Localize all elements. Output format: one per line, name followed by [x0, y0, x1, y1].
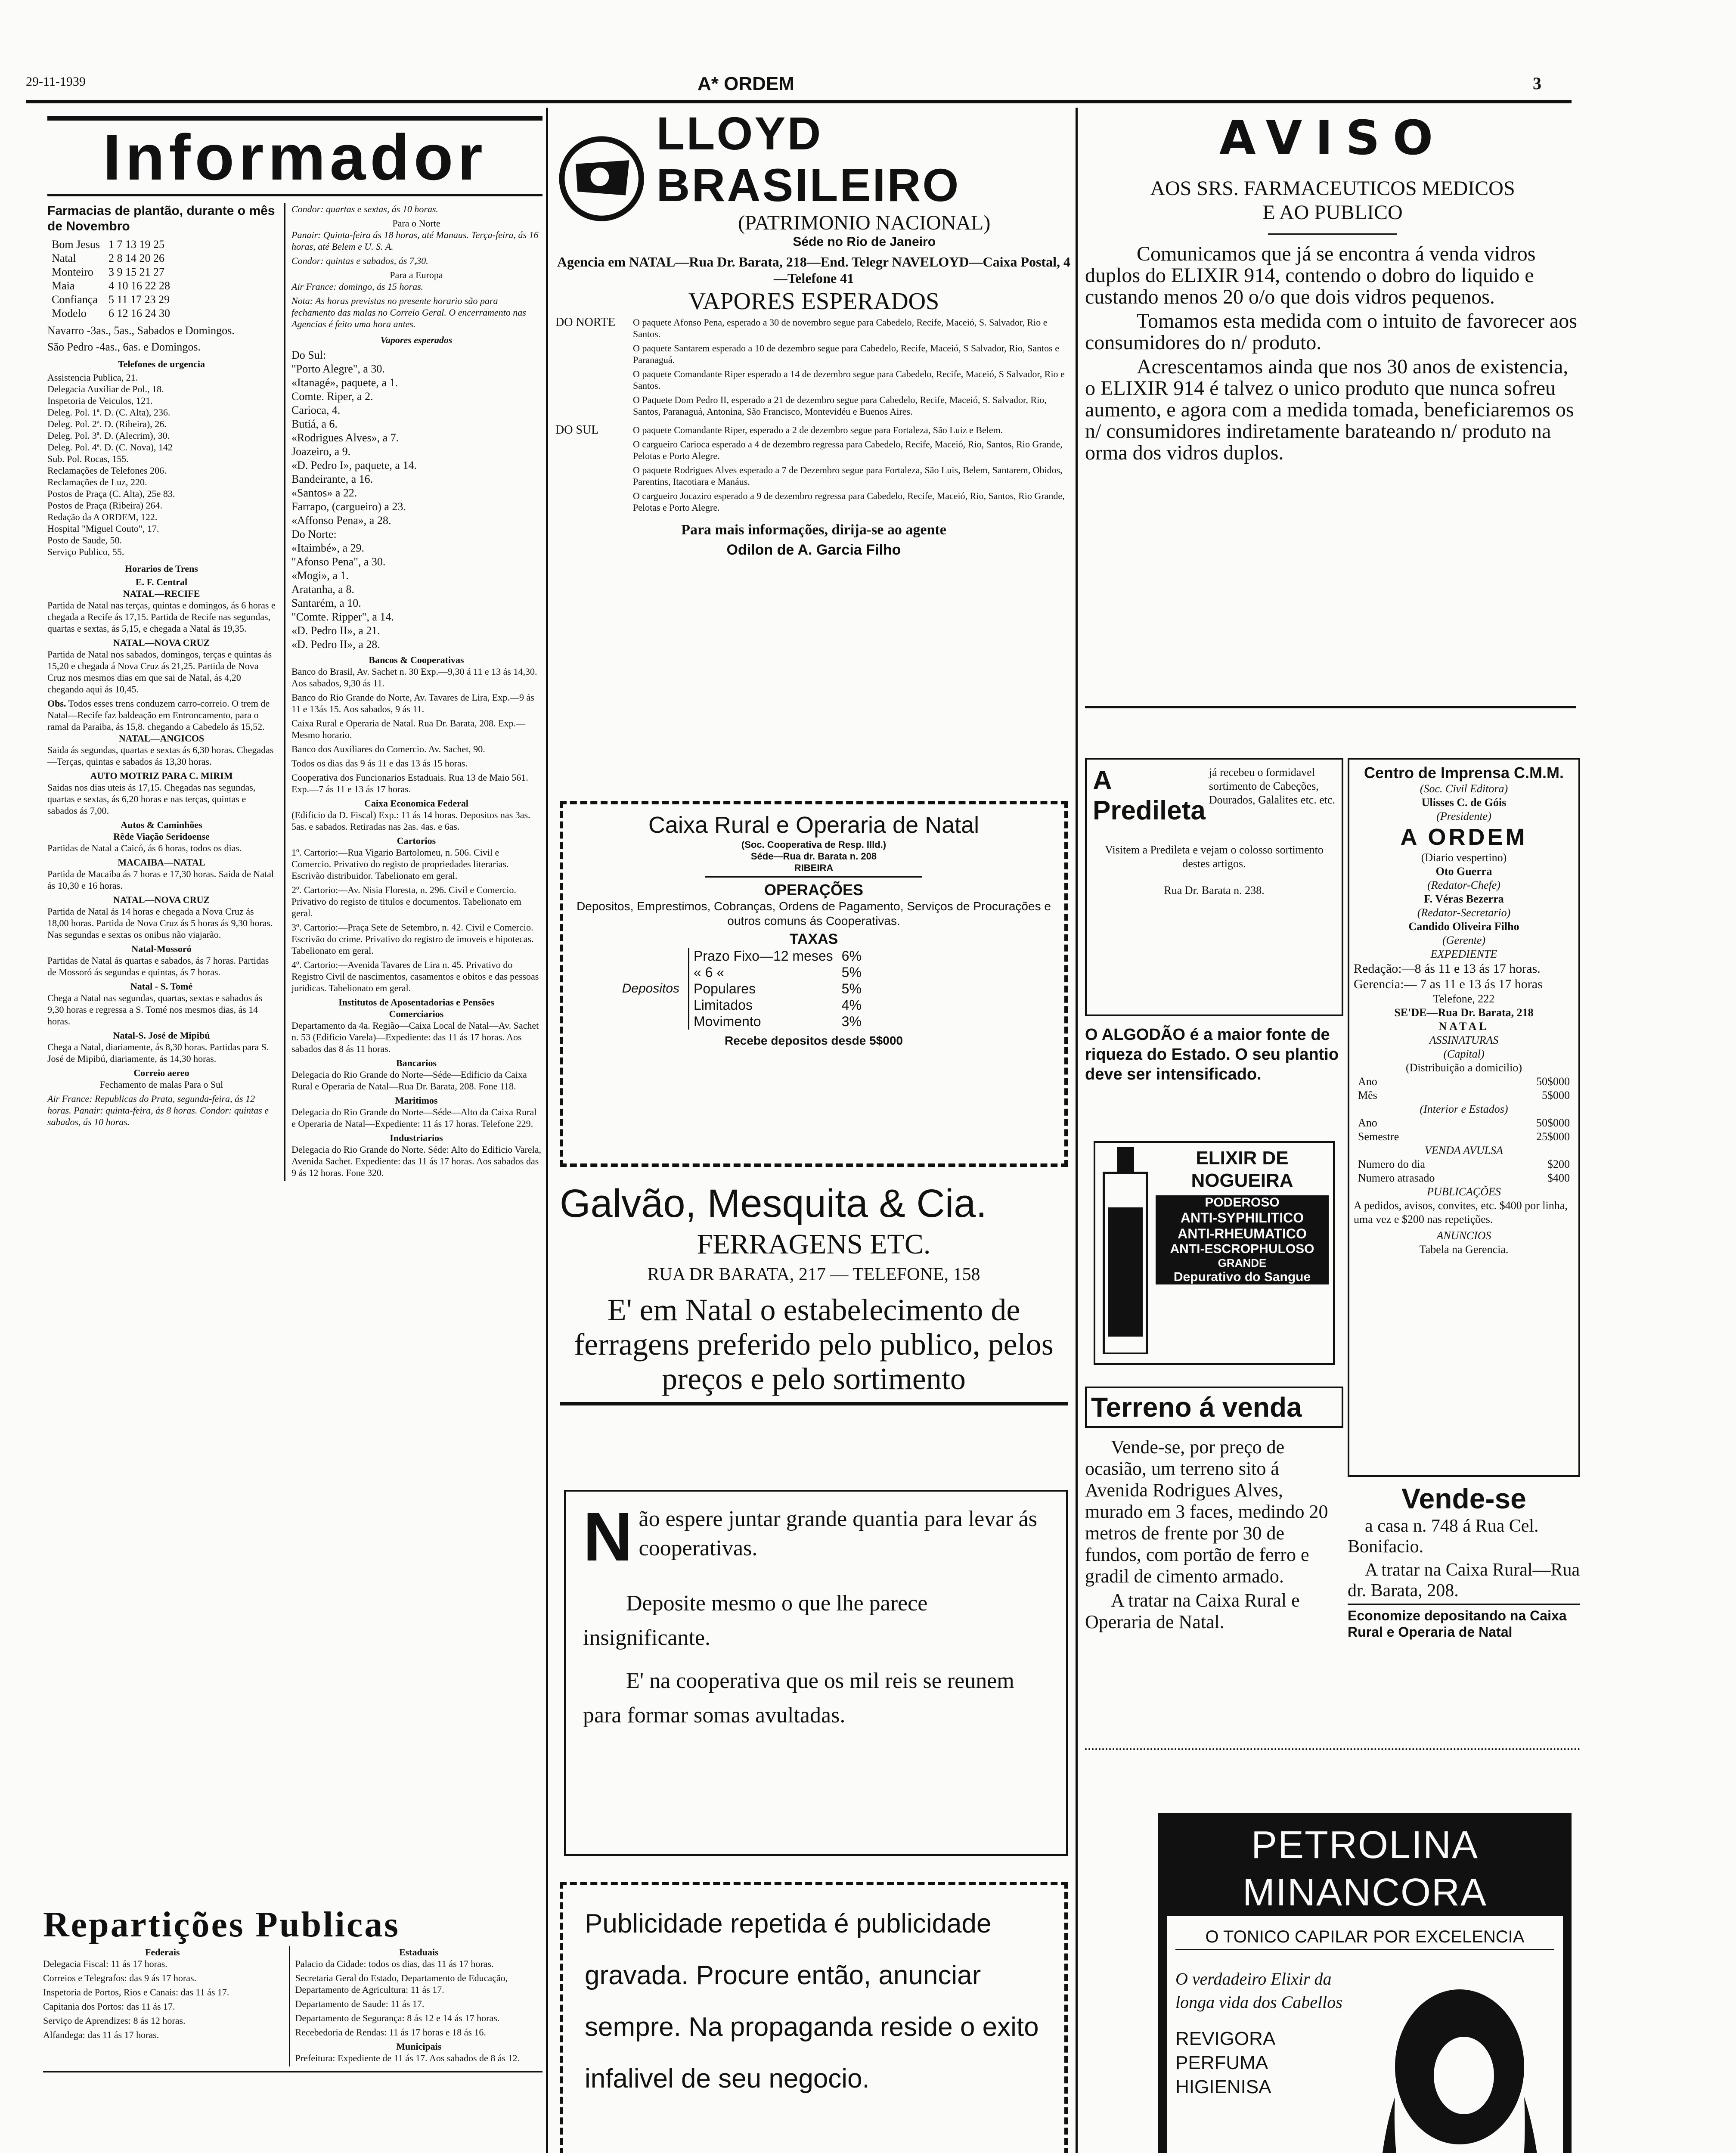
- list-item: «D. Pedro II», a 28.: [291, 638, 380, 651]
- terreno-title: Terreno á venda: [1085, 1387, 1343, 1428]
- aviso-subtitle-2: E AO PUBLICO: [1262, 201, 1403, 224]
- table-row: Limitados 4%: [694, 997, 862, 1013]
- petrolina-script: O verdadeiro Elixir da longa vida dos Cabellos: [1175, 1969, 1342, 2012]
- table-row: Maia 4 10 16 22 28: [52, 279, 170, 292]
- caixa-ops-text: Depositos, Emprestimos, Cobranças, Ordens de Pagamento, Serviços de Procurações e outros comuns ás Cooperativas.: [577, 900, 1051, 928]
- ships-intro: Do Sul:: [291, 349, 326, 361]
- table-row: Natal 2 8 14 20 26: [52, 252, 164, 264]
- divider: [1268, 233, 1397, 235]
- woman-hair-illustration: [1365, 1968, 1546, 2153]
- list-item: Banco do Rio Grande do Norte, Av. Tavares de Lira, Exp.—9 ás 11 e 13ás 15. Aos sabados, 9 ás 11.: [291, 692, 534, 714]
- list-item: Autos & Caminhões: [121, 819, 202, 830]
- petrolina-revigora: REVIGORA: [1175, 2028, 1276, 2049]
- centro-sede: SE'DE—Rua Dr. Barata, 218: [1394, 1006, 1534, 1019]
- list-item: AUTO MOTRIZ PARA C. MIRIM Saidas nos dias uteis ás 17,15. Chegadas nas segundas, quartas e sextas, ás 6,20 horas e nas terças, quintas e sabados ás 7,00.: [47, 770, 256, 816]
- petrolina-tonico: O TONICO CAPILAR POR EXCELENCIA: [1175, 1925, 1554, 1950]
- centro-president: Ulisses C. de Góis: [1421, 796, 1507, 809]
- list-item: Redação da A ORDEM, 122.: [47, 512, 158, 522]
- cooperativa-ad: [564, 1490, 1068, 1856]
- vende-se-economize: Economize depositando na Caixa Rural e Operaria de Natal: [1348, 1604, 1580, 1640]
- centro-telefone: Telefone, 222: [1433, 993, 1495, 1005]
- bancarios-text: Delegacia do Rio Grande do Norte—Séde—Edificio da Caixa Rural e Operaria de Natal—Rua Dr. Barata, 208. Fone 118.: [291, 1069, 527, 1092]
- centro-paper: A ORDEM: [1400, 824, 1528, 850]
- list-item: NATAL—ANGICOS Saida ás segundas, quartas e sextas ás 6,30 horas. Chegadas—Terças, quintas e sabados ás 13,30 horas.: [47, 733, 274, 767]
- centro-capital: (Capital): [1443, 1048, 1485, 1060]
- list-item: Hospital "Miguel Couto", 17.: [47, 523, 159, 534]
- informador-col-b: [284, 203, 541, 1181]
- page-header: [26, 73, 1541, 103]
- publicidade-ad: [560, 1882, 1068, 2153]
- table-row: Modelo 6 12 16 24 30: [52, 307, 170, 320]
- list-item: Caixa Rural e Operaria de Natal. Rua Dr. Barata, 208. Exp.—Mesmo horario.: [291, 718, 526, 740]
- list-item: «D. Pedro II», a 21.: [291, 624, 380, 637]
- capital-price-table: [1354, 1075, 1574, 1102]
- masthead: A* ORDEM: [698, 73, 794, 94]
- galvao-text: E' em Natal o estabelecimento de ferragens preferido pelo publico, pelos preços e pelo sortimento: [574, 1293, 1054, 1396]
- federais-block: [43, 1946, 282, 2066]
- table-row: Numero atrasado $400: [1358, 1172, 1570, 1184]
- list-item: O paquete Rodrigues Alves esperado a 7 de Dezembro segue para Fortaleza, São Luis, Belem, Santarem, Obidos, Parentins, Itacotiara e Manáus.: [633, 465, 1063, 487]
- estaduais-block: [289, 1946, 542, 2066]
- petrolina-perfuma: PERFUMA: [1175, 2052, 1268, 2073]
- phones-list: [47, 372, 276, 558]
- divider: [43, 2071, 542, 2072]
- centro-redacao: Redação:—8 ás 11 e 13 ás 17 horas.: [1354, 962, 1541, 976]
- list-item: 2º. Cartorio:—Av. Nisia Floresta, n. 296. Civil e Comercio. Privativo do registo de titulos e documentos. Tabelionato em geral.: [291, 884, 521, 918]
- centro-secretary-role: (Redator-Secretario): [1417, 906, 1511, 919]
- lloyd-flag-logo: [555, 125, 648, 233]
- centro-assinaturas: ASSINATURAS: [1429, 1034, 1499, 1046]
- caixa-sub1: (Soc. Cooperativa de Resp. Illd.): [741, 839, 887, 850]
- petrolina-ad: [1158, 1813, 1572, 2153]
- list-item: Reclamações de Telefones 206.: [47, 465, 167, 476]
- pharmacies-heading: Farmacias de plantão, durante o mês de Novembro: [47, 204, 275, 233]
- list-item: Do Norte:: [291, 528, 337, 540]
- header-rule: [26, 100, 1572, 103]
- centro-paper-sub: (Diario vespertino): [1421, 851, 1507, 864]
- predileta-text: já recebeu o formidavel sortimento de Cabeções, Dourados, Galalites etc. etc.: [1209, 766, 1336, 806]
- algodao-ad: [1085, 1025, 1343, 1137]
- galvao-title: Galvão, Mesquita & Cia.: [560, 1182, 987, 1225]
- petrolina-title: PETROLINA MINANCORA: [1242, 1824, 1488, 1914]
- table-row: Ano 50$000: [1358, 1117, 1570, 1129]
- centro-editor-role: (Redator-Chefe): [1427, 879, 1500, 891]
- centro-manager: Candido Oliveira Filho: [1408, 920, 1519, 933]
- list-item: 4º. Cartorio:—Avenida Tavares de Lira n. 45. Privativo do Registro Civil de nascimentos, casamentos e obitos e das pessoas juridicas. Tabelionato em geral.: [291, 959, 539, 993]
- list-item: "Afonso Pena", a 30.: [291, 555, 386, 568]
- list-item: Natal - S. Tomé Chega a Natal nas segundas, quartas, sextas e sabados ás 9,30 horas e regressa a S. Tomé nos mesmos dias, ás 14 horas.: [47, 981, 263, 1027]
- lloyd-ad: [555, 108, 1072, 784]
- galvao-address: RUA DR BARATA, 217 — TELEFONE, 158: [647, 1265, 980, 1284]
- lloyd-agent: Odilon de A. Garcia Filho: [726, 542, 901, 558]
- galvao-ad: [560, 1180, 1068, 1481]
- elixir-ad: [1094, 1141, 1335, 1365]
- list-item: Serviço Publico, 55.: [47, 546, 124, 557]
- list-item: "Porto Alegre", a 30.: [291, 363, 385, 375]
- bancarios-heading: Bancarios: [396, 1058, 437, 1068]
- reparticoes-title: Repartições Publicas: [43, 1905, 400, 1945]
- list-item: «Santos» a 22.: [291, 487, 357, 499]
- list-item: Sub. Pol. Rocas, 155.: [47, 453, 129, 464]
- list-item: Obs. Todos esses trens conduzem carro-correio. O trem de Natal—Recife faz baldeação em Entroncamento, para o ramal da Paraiba, ás 15,8. chegando a Cabedelo ás 15,52.: [47, 698, 270, 732]
- terreno-ad: [1085, 1387, 1343, 1688]
- lloyd-hq: Séde no Rio de Janeiro: [793, 235, 936, 249]
- centro-pub-text: A pedidos, avisos, convites, etc. $400 por linha, uma vez e $200 nas repetições.: [1354, 1199, 1568, 1225]
- centro-tabela: Tabela na Gerencia.: [1419, 1243, 1509, 1256]
- caixa-sub3: RIBEIRA: [705, 862, 922, 878]
- list-item: Inspetoria de Veiculos, 121.: [47, 395, 153, 406]
- centro-city: NATAL: [1438, 1020, 1489, 1033]
- centro-publicacoes: PUBLICAÇÕES: [1427, 1185, 1501, 1198]
- list-item: Serviço de Aprendizes: 8 ás 12 horas.: [43, 2015, 186, 2026]
- list-item: O paquete Comandante Riper esperado a 14 de dezembro segue para Cabedelo, Recife, Maceió, S Salvador, Rio e Santos.: [633, 369, 1065, 391]
- ships-list: [291, 362, 541, 651]
- page-number: 3: [1533, 74, 1541, 93]
- maritimos-heading: Maritimos: [395, 1095, 438, 1106]
- list-item: Natal-Mossoró Partidas de Natal ás quartas e sabados, ás 7 horas. Partidas de Mossoró ás segundas e quintas, ás 7 horas.: [47, 943, 269, 977]
- list-item: O cargueiro Jocaziro esperado a 9 de dezembro regressa para Cabedelo, Recife, Maceió, Rio, Santos, Rio Grande, Pelotas e Porto Alegre.: [633, 490, 1065, 513]
- list-item: Palacio da Cidade: todos os dias, das 11 ás 17 horas.: [295, 1958, 494, 1969]
- algodao-text: O ALGODÃO é a maior fonte de riqueza do Estado. O seu plantio deve ser intensificado.: [1085, 1026, 1339, 1083]
- list-item: NATAL—RECIFE Partida de Natal nas terças, quintas e domingos, ás 6 horas e chegada a Recife ás 17,15. Partida de Recife nas segundas, quartas e sextas, ás 5,15, e chegada a Natal ás 19,35.: [47, 588, 276, 634]
- mail-schedule: Condor: quartas e sextas, ás 10 horas. Para o Norte Panair: Quinta-feira ás 18 horas, até Manaus. Terça-feira, ás 16 horas, até Belem e U. S. A. Condor: quintas e sabados, ás 7,30. Para a Europa Air France: domingo, ás 15 horas. Nota: As horas previstas no presente horario são para fechamento das malas no Correio Geral. O encerramento nas Agencias é feito uma hora antes.: [291, 204, 539, 329]
- caixa-sub2: Séde—Rua dr. Barata n. 208: [750, 851, 877, 862]
- vende-se-ad: [1348, 1481, 1580, 1688]
- list-item: Deleg. Pol. 2ª. D. (Ribeira), 26.: [47, 419, 167, 429]
- reparticoes-section: [43, 1903, 542, 2153]
- list-item: Banco do Brasil, Av. Sachet n. 30 Exp.—9,30 á 11 e 13 ás 14,30. Aos sabados, 9,30 ás 11.: [291, 666, 537, 689]
- divider: [1085, 1748, 1580, 1752]
- dropcap: N: [583, 1498, 633, 1575]
- list-item: NATAL—NOVA CRUZ Partida de Natal ás 14 horas e chegada a Nova Cruz ás 18,00 horas. Partida de Nova Cruz ás 5 horas ás 9,30 horas. Nas segundas e sextas os onibus não viajarão.: [47, 894, 273, 940]
- aviso-subtitle-1: AOS SRS. FARMACEUTICOS MEDICOS: [1150, 177, 1515, 200]
- list-item: Bandeirante, a 16.: [291, 473, 373, 485]
- centro-dist: (Distribuição a domicilio): [1405, 1061, 1522, 1074]
- list-item: Delegacia Fiscal: 11 ás 17 horas.: [43, 1958, 167, 1969]
- list-item: Prefeitura: Expediente de 11 ás 17. Aos sabados de 8 ás 12.: [295, 2053, 520, 2063]
- lloyd-info: Para mais informações, dirija-se ao agente: [681, 522, 946, 538]
- list-item: Butiá, a 6.: [291, 418, 338, 430]
- list-item: Alfandega: das 11 ás 17 horas.: [43, 2029, 159, 2040]
- centro-sub: (Soc. Civil Editora): [1420, 782, 1508, 795]
- divider: [1085, 706, 1576, 708]
- cef-text: (Edificio da D. Fiscal) Exp.: 11 ás 14 horas. Depositos nas 3as. 5as. e sabados. Retiradas nas 2as. 4as. e 6as.: [291, 810, 530, 832]
- list-item: Joazeiro, a 9.: [291, 445, 351, 458]
- municipais-heading: Municipais: [396, 2041, 442, 2052]
- list-item: Departamento da 4a. Região—Caixa Local de Natal—Av. Sachet n. 53 (Edificio Varela)—Expediente: das 11 ás 17 horas. Aos sabados das 8 ás 11 horas.: [291, 1020, 539, 1054]
- elixir-l1: PODEROSO: [1156, 1195, 1329, 1210]
- list-item: «Rodrigues Alves», a 7.: [291, 431, 399, 444]
- table-row: Confiança 5 11 17 23 29: [52, 293, 170, 306]
- table-row: Bom Jesus 1 7 13 19 25: [52, 238, 164, 251]
- list-item: Correios e Telegrafos: das 9 ás 17 horas.: [43, 1973, 197, 1983]
- petrolina-higienisa: HIGIENISA: [1175, 2076, 1271, 2097]
- list-item: Banco dos Auxiliares do Comercio. Av. Sachet, 90.: [291, 744, 485, 754]
- list-item: Deleg. Pol. 4ª. D. (C. Nova), 142: [47, 442, 173, 453]
- interior-price-table: [1354, 1116, 1574, 1144]
- divider: [560, 1402, 1068, 1405]
- elixir-l5: GRANDE: [1156, 1256, 1329, 1270]
- list-item: O cargueiro Carioca esperado a 4 de dezembro regressa para Cabedelo, Recife, Maceió, Rio, Santos, Rio Grande, Pelotas e Porto Alegre.: [633, 439, 1063, 461]
- centro-editor: Oto Guerra: [1435, 865, 1492, 878]
- list-item: Postos de Praça (C. Alta), 25e 83.: [47, 488, 175, 499]
- elixir-l2: ANTI-SYPHILITICO: [1156, 1210, 1329, 1226]
- pharmacy-note: São Pedro -4as., 6as. e Domingos.: [47, 341, 201, 353]
- list-item: "Comte. Ripper", a 14.: [291, 611, 394, 623]
- industriarios-heading: Industriarios: [390, 1132, 443, 1143]
- federais-heading: Federais: [145, 1947, 180, 1958]
- informador-section: [47, 116, 542, 1903]
- list-item: O Paquete Dom Pedro II, esperado a 21 de dezembro segue para Cabedelo, Recife, Maceió, S. Salvador, Rio, Santos, Paranaguá, Antonina, São Francisco, Montevidéu e Buenos Aires.: [633, 394, 1047, 417]
- list-item: Delegacia Auxiliar de Pol., 18.: [47, 384, 164, 394]
- centro-anuncios: ANUNCIOS: [1436, 1229, 1491, 1242]
- aviso-ad: [1085, 108, 1580, 710]
- rates-table: [688, 948, 867, 1030]
- centro-president-role: (Presidente): [1436, 810, 1491, 822]
- industriarios-text: Delegacia do Rio Grande do Norte. Séde: Alto do Edificio Varela, Avenida Sachet. Expediente: das 11 ás 17 horas. Aos sabados das 9 ás 12 horas. Fone 320.: [291, 1144, 541, 1178]
- publicidade-text: Publicidade repetida é publicidade gravada. Procure então, anunciar sempre. Na propaganda reside o exito infalivel de seu negocio.: [585, 1909, 1039, 2094]
- list-item: Correio aereo Fechamento de malas Para o Sul: [99, 1067, 223, 1090]
- list-item: Natal-S. José de Mipibú Chega a Natal, diariamente, ás 8,30 horas. Partidas para S. José de Mipibú, diariamente, ás 14,30 horas.: [47, 1030, 269, 1064]
- list-item: NATAL—NOVA CRUZ Partida de Natal nos sabados, domingos, terças e quintas ás 15,20 e chegada á Nova Cruz ás 21,25. Partida de Nova Cruz nos mesmos dias em que sai de Natal, ás 4,20 chegando aqui ás 10,45.: [47, 637, 272, 695]
- lloyd-subtitle: (PATRIMONIO NACIONAL): [738, 211, 991, 234]
- informador-col-a: [47, 203, 276, 1181]
- informador-title: Informador: [47, 116, 542, 196]
- transport-heading: Horarios de Trens: [125, 563, 198, 574]
- table-row: Mês 5$000: [1358, 1089, 1570, 1101]
- estaduais-heading: Estaduais: [399, 1947, 439, 1958]
- centro-expediente: EXPEDIENTE: [1430, 948, 1497, 960]
- table-row: Prazo Fixo—12 meses 6%: [694, 948, 862, 964]
- cef-heading: Caixa Economica Federal: [364, 798, 468, 809]
- issue-date: 29-11-1939: [26, 74, 86, 89]
- vende-se-contact: A tratar na Caixa Rural—Rua dr. Barata, 208.: [1348, 1560, 1580, 1601]
- galvao-sub: FERRAGENS ETC.: [697, 1229, 931, 1260]
- caixa-taxas: TAXAS: [789, 931, 838, 947]
- predileta-name: A Predileta: [1093, 766, 1206, 825]
- do-sul-label: DO SUL: [555, 423, 599, 437]
- list-item: Postos de Praça (Ribeira) 264.: [47, 500, 162, 511]
- elixir-l3: ANTI-RHEUMATICO: [1156, 1226, 1329, 1242]
- list-item: MACAIBA—NATAL Partida de Macaiba ás 7 horas e 17,30 horas. Saida de Natal ás 10,30 e 16 horas.: [47, 857, 274, 891]
- list-item: Cooperativa dos Funcionarios Estaduais. Rua 13 de Maio 561. Exp.—7 ás 11 e 13 ás 17 horas.: [291, 772, 528, 794]
- list-item: O paquete Afonso Pena, esperado a 30 de novembro segue para Cabedelo, Recife, Maceió, S. Salvador, Rio e Santos.: [633, 317, 1048, 339]
- centro-venda: VENDA AVULSA: [1425, 1144, 1503, 1157]
- list-item: «Itanagé», paquete, a 1.: [291, 376, 398, 389]
- table-row: Ano 50$000: [1358, 1075, 1570, 1088]
- caixa-footer: Recebe depositos desde 5$000: [725, 1034, 903, 1047]
- list-item: Deleg. Pol. 1ª. D. (C. Alta), 236.: [47, 407, 170, 418]
- list-item: 3º. Cartorio:—Praça Sete de Setembro, n. 42. Civil e Comercio. Escrivão do crime. Privativo do registro de imoveis e hipotecas. Tabelionato em geral.: [291, 922, 534, 956]
- list-item: Departamento de Segurança: 8 ás 12 e 14 ás 17 horas.: [295, 2013, 500, 2023]
- table-row: « 6 « 5%: [694, 965, 862, 980]
- pharmacy-note: Navarro -3as., 5as., Sabados e Domingos.: [47, 324, 235, 337]
- list-item: «Mogi», a 1.: [291, 569, 349, 582]
- list-item: Carioca, 4.: [291, 404, 341, 416]
- list-item: Reclamações de Luz, 220.: [47, 477, 147, 487]
- inst-sub: Comerciarios: [389, 1008, 444, 1019]
- column-rule-1: [546, 108, 548, 2153]
- coop-p1: ão espere juntar grande quantia para levar ás cooperativas.: [639, 1507, 1037, 1560]
- list-item: Capitania dos Portos: das 11 ás 17.: [43, 2001, 175, 2012]
- list-item: «Affonso Pena», a 28.: [291, 514, 391, 527]
- banks-heading: Bancos & Cooperativas: [369, 655, 464, 665]
- column-rule-2: [1076, 108, 1078, 2153]
- vende-se-text: a casa n. 748 á Rua Cel. Bonifacio.: [1348, 1516, 1539, 1557]
- caixa-title: Caixa Rural e Operaria de Natal: [648, 812, 980, 838]
- list-item: Air France: Republicas do Prata, segunda-feira, ás 12 horas. Panair: quinta-feira, ás 8 horas. Condor: quintas e sabados, ás 10 horas.: [47, 1093, 269, 1127]
- table-row: Numero do dia $200: [1358, 1158, 1570, 1170]
- table-row: Monteiro 3 9 15 21 27: [52, 266, 164, 278]
- table-row: Semestre 25$000: [1358, 1130, 1570, 1143]
- list-item: Deleg. Pol. 3ª. D. (Alecrim), 30.: [47, 430, 170, 441]
- caixa-rural-ad: [560, 801, 1068, 1167]
- lloyd-title: LLOYD BRASILEIRO: [656, 108, 961, 211]
- cartorios-heading: Cartorios: [397, 835, 436, 846]
- depositos-label: Depositos: [622, 981, 679, 996]
- list-item: Comte. Riper, a 2.: [291, 390, 373, 403]
- lloyd-agency: Agencia em NATAL—Rua Dr. Barata, 218—End. Telegr NAVELOYD—Caixa Postal, 4—Telefone 41: [557, 254, 1071, 286]
- table-row: Movimento 3%: [694, 1014, 862, 1029]
- centro-imprensa: [1348, 758, 1580, 1477]
- predileta-address: Rua Dr. Barata n. 238.: [1164, 884, 1265, 897]
- inst-heading: Institutos de Aposentadorias e Pensões: [338, 997, 494, 1008]
- list-item: Departamento de Saude: 11 ás 17.: [295, 1998, 425, 2009]
- list-item: 1º. Cartorio:—Rua Vigario Bartolomeu, n. 506. Civil e Comercio. Privativo do registo de propriedades literarias. Escrivão distribuidor. Tabelionato em geral.: [291, 847, 509, 881]
- elixir-name: ELIXIR DE NOGUEIRA: [1191, 1148, 1293, 1191]
- terreno-text: Vende-se, por preço de ocasião, um terreno sito á Avenida Rodrigues Alves, murado em 3 faces, medindo 20 metros de frente por 30 de fundos, com portão de ferro e gradil de cimento armado.: [1085, 1436, 1328, 1587]
- list-item: Aratanha, a 8.: [291, 583, 354, 596]
- maritimos-text: Delegacia do Rio Grande do Norte—Séde—Alto da Caixa Rural e Operaria de Natal—Expediente: 11 ás 17 horas. Telefone 229.: [291, 1107, 537, 1129]
- aviso-p3: Acrescentamos ainda que nos 30 anos de existencia, o ELIXIR 914 é talvez o unico produto que nunca sofreu aumento, e agora com a medida tomada, beneficiaremos os n/ consumidores indiretamente barateando n/ produto na orma dos vidros duplos.: [1085, 355, 1574, 464]
- centro-title: Centro de Imprensa C.M.M.: [1364, 764, 1564, 782]
- list-item: «D. Pedro I», paquete, a 14.: [291, 459, 417, 472]
- terreno-contact: A tratar na Caixa Rural e Operaria de Natal.: [1085, 1590, 1300, 1632]
- list-item: Rêde Viação Seridoense Partidas de Natal a Caicó, ás 6 horas, todos os dias.: [47, 831, 242, 853]
- centro-gerencia: Gerencia:— 7 as 11 e 13 ás 17 horas: [1354, 977, 1543, 991]
- list-item: Recebedoria de Rendas: 11 ás 17 horas e 18 ás 16.: [295, 2027, 486, 2038]
- list-item: Todos os dias das 9 ás 11 e das 13 ás 15 horas.: [291, 758, 468, 769]
- list-item: Secretaria Geral do Estado, Departamento de Educação, Departamento de Agricultura: 11 ás 17.: [295, 1973, 508, 1995]
- centro-secretary: F. Véras Bezerra: [1424, 893, 1504, 905]
- coop-p3: E' na cooperativa que os mil reis se reunem para formar somas avultadas.: [583, 1669, 1014, 1728]
- aviso-title: AVISO: [1219, 110, 1446, 165]
- avulsa-price-table: [1354, 1157, 1574, 1185]
- centro-interior: (Interior e Estados): [1420, 1103, 1508, 1115]
- centro-manager-role: (Gerente): [1442, 934, 1486, 946]
- list-item: Posto de Saude, 50.: [47, 535, 122, 546]
- vende-se-title: Vende-se: [1401, 1483, 1526, 1514]
- aviso-p2: Tomamos esta medida com o intuito de favorecer aos consumidores do n/ produto.: [1085, 310, 1577, 354]
- list-item: Assistencia Publica, 21.: [47, 372, 138, 383]
- predileta-ad: [1085, 758, 1343, 1016]
- transport-list: [47, 588, 276, 1128]
- coop-p2: Deposite mesmo o que lhe parece insignificante.: [583, 1591, 928, 1650]
- elixir-l6: Depurativo do Sangue: [1156, 1270, 1329, 1284]
- aviso-p1: Comunicamos que já se encontra á venda vidros duplos do ELIXIR 914, contendo o dobro do liquido e custando menos 20 o/o que dois vidros pequenos.: [1085, 242, 1536, 308]
- list-item: Santarém, a 10.: [291, 597, 361, 609]
- list-item: Inspetoria de Portos, Rios e Canais: das 11 ás 17.: [43, 1987, 229, 1998]
- predileta-visit: Visitem a Predileta e vejam o colosso sortimento destes artigos.: [1105, 844, 1324, 870]
- pharmacy-table: [47, 238, 174, 320]
- lloyd-vapores: VAPORES ESPERADOS: [688, 288, 939, 315]
- phones-heading: Telefones de urgencia: [118, 359, 205, 369]
- do-norte-label: DO NORTE: [555, 316, 616, 329]
- list-item: O paquete Santarem esperado a 10 de dezembro segue para Cabedelo, Recife, Maceió, S Salvador, Rio, Santos e Paranaguá.: [633, 343, 1059, 365]
- ef-central: E. F. Central: [135, 577, 188, 587]
- list-item: «Itaimbé», a 29.: [291, 542, 364, 554]
- ships-heading: Vapores esperados: [380, 335, 453, 345]
- caixa-operacoes: OPERAÇÕES: [764, 881, 864, 899]
- bottle-icon: [1100, 1147, 1151, 1354]
- table-row: Populares 5%: [694, 981, 862, 996]
- list-item: Farrapo, (cargueiro) a 23.: [291, 500, 406, 513]
- elixir-l4: ANTI-ESCROPHULOSO: [1156, 1242, 1329, 1256]
- list-item: O paquete Comandante Riper, esperado a 2 de dezembro segue para Fortaleza, São Luiz e Belem.: [633, 425, 1003, 435]
